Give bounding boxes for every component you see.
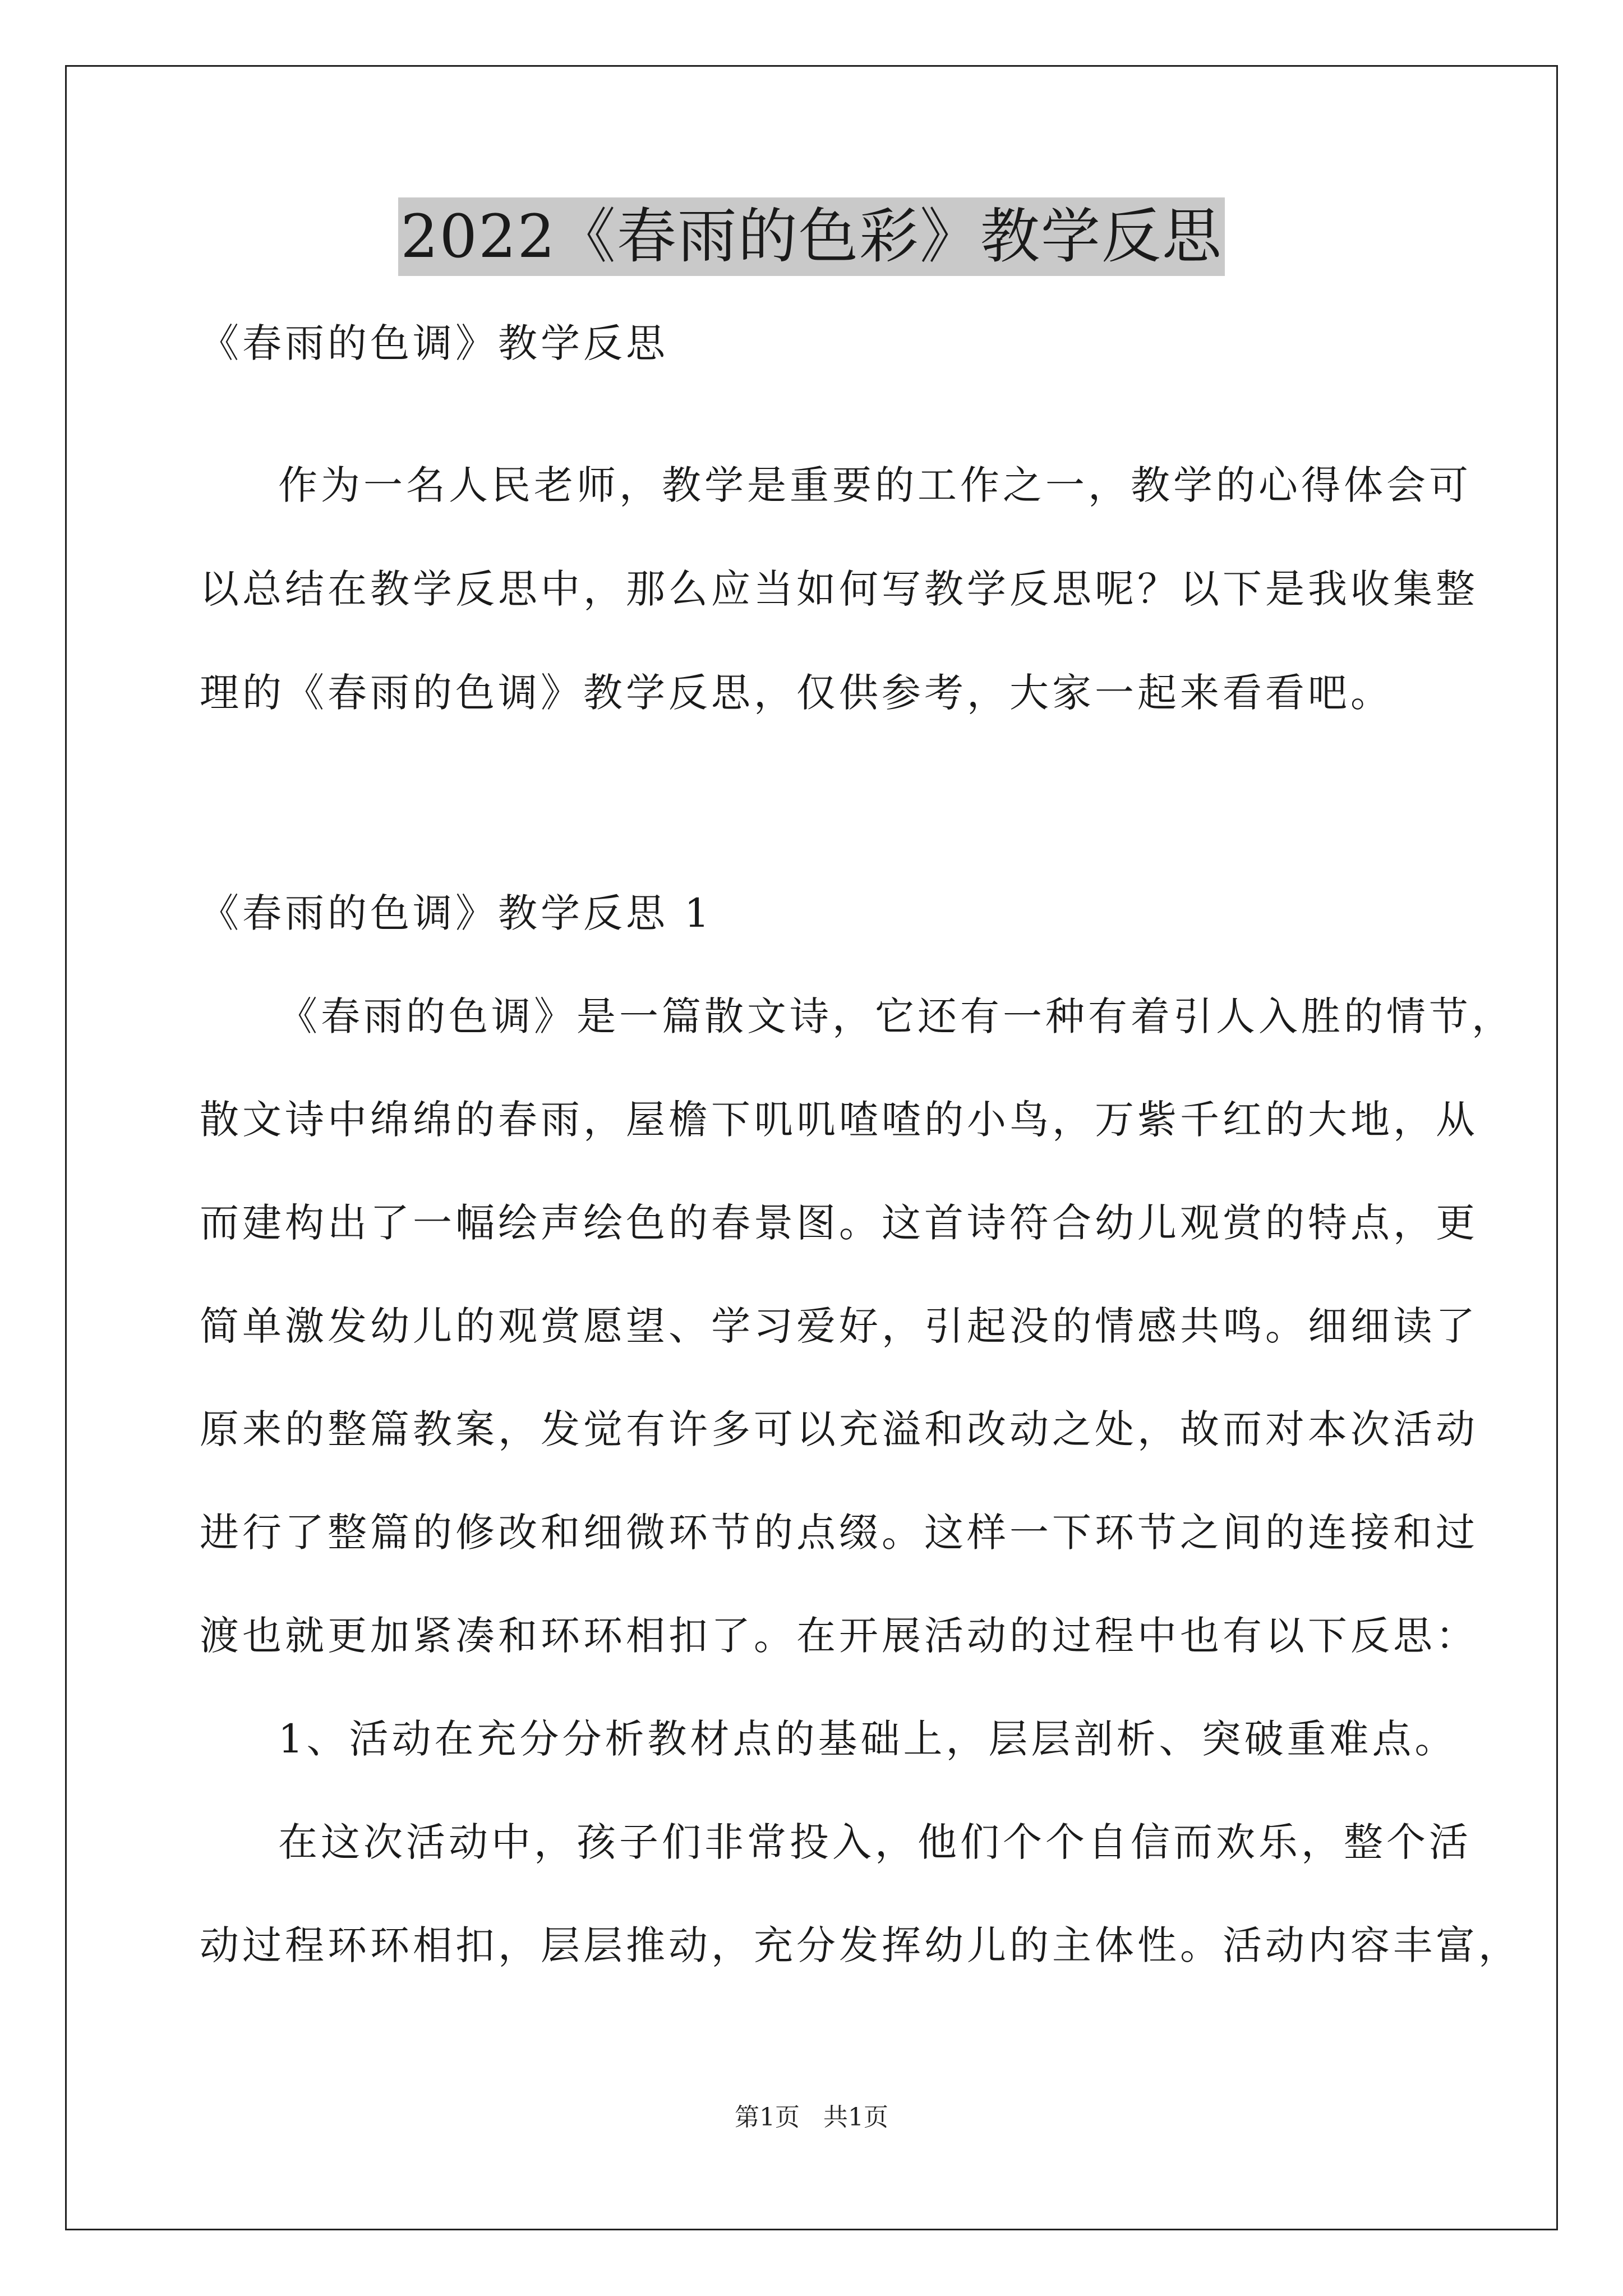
point-1: 1、活动在充分分析教材点的基础上，层层剖析、突破重难点。 [278,1716,1458,1762]
page-number: 第1页 [735,2103,800,2132]
document-title: 2022《春雨的色彩》教学反思 [398,197,1225,276]
page-footer [0,2101,1623,2134]
page-total: 共1页 [823,2103,888,2132]
section1-line-3: 而建构出了一幅绘声绘色的春景图。这首诗符合幼儿观赏的特点，更 [200,1200,1478,1246]
page-border [65,65,1558,2230]
section1-line-6: 进行了整篇的修改和细微环节的点缀。这样一下环节之间的连接和过 [200,1510,1478,1556]
section1-line-2: 散文诗中绵绵的春雨，屋檐下叽叽喳喳的小鸟，万紫千红的大地，从 [200,1097,1478,1143]
intro-line-2: 以总结在教学反思中，那么应当如何写教学反思呢？以下是我收集整 [200,566,1478,612]
subheading: 《春雨的色调》教学反思 [200,320,668,366]
title-container [0,197,1623,276]
section1-line-4: 简单激发幼儿的观赏愿望、学习爱好，引起没的情感共鸣。细细读了 [200,1303,1478,1349]
point1-line-2: 动过程环环相扣，层层推动，充分发挥幼儿的主体性。活动内容丰富， [200,1922,1521,1968]
intro-line-3: 理的《春雨的色调》教学反思，仅供参考，大家一起来看看吧。 [200,670,1393,716]
section1-heading: 《春雨的色调》教学反思 1 [200,890,713,936]
section1-line-1: 《春雨的色调》是一篇散文诗，它还有一种有着引人入胜的情节， [278,993,1514,1039]
point1-line-1: 在这次活动中，孩子们非常投入，他们个个自信而欢乐，整个活 [278,1819,1472,1865]
section1-line-7: 渡也就更加紧凑和环环相扣了。在开展活动的过程中也有以下反思： [200,1613,1478,1659]
intro-line-1: 作为一名人民老师，教学是重要的工作之一，教学的心得体会可 [278,462,1472,508]
section1-line-5: 原来的整篇教案，发觉有许多可以充溢和改动之处，故而对本次活动 [200,1406,1478,1452]
